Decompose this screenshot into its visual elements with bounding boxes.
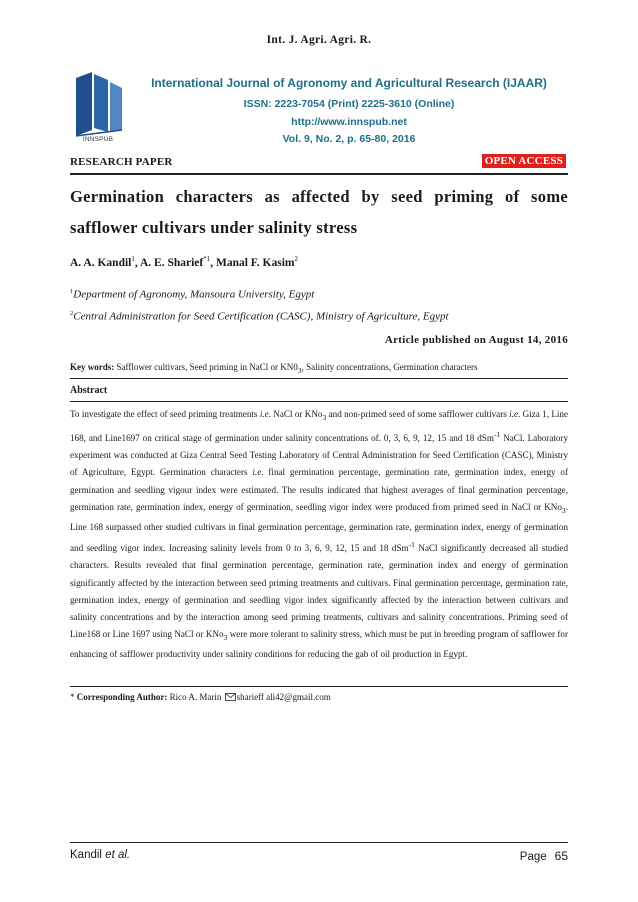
journal-url[interactable]: http://www.innspub.net xyxy=(291,116,407,128)
abstract-text: . final germination percentage, germination rate, germination index, energy of germination and seedling vigour index were estimated. The results indicated that highest averages of final germination percentage, germination rate, germination index, energy of germination, seedling vigor index were produced from primed seed in NaCl or KNo xyxy=(70,467,568,512)
abstract-superscript: -1 xyxy=(493,430,501,440)
page-number: 65 xyxy=(554,849,568,863)
abstract-text: To investigate the effect of seed priming treatments xyxy=(70,409,260,419)
corresponding-email[interactable]: sharieff ali42@gmail.com xyxy=(236,692,331,702)
abstract-text: were more tolerant to salinity stress, which must be put in breeding program of safflower for enhancing of safflower productivity under salinity conditions for reducing the gab of oil production in Egypt. xyxy=(70,629,568,660)
abstract-text: NaCl. Laboratory experiment was conducted at Giza Central Seed Testing Laboratory of Central Administration for Seed Certification (CASC), Ministry of Agriculture, Egypt. Germination characters xyxy=(70,433,568,478)
keywords-text: , Salinity concentrations, Germination characters xyxy=(301,362,478,372)
keywords-text: Safflower cultivars, Seed priming in NaCl or KN0 xyxy=(114,362,298,372)
journal-volume: Vol. 9, No. 2, p. 65-80, 2016 xyxy=(282,133,416,145)
affiliation-mark: 1 xyxy=(70,288,74,295)
author-mark: 2 xyxy=(294,255,298,263)
abstract-heading: Abstract xyxy=(70,385,108,396)
journal-issn: ISSN: 2223-7054 (Print) 2225-3610 (Online) xyxy=(243,98,455,110)
abstract-subscript: 3 xyxy=(561,505,566,515)
author-name: A. E. Sharief xyxy=(139,256,204,269)
abstract-rule xyxy=(70,401,568,402)
footer-rule xyxy=(70,842,568,843)
corresponding-author xyxy=(70,692,331,702)
author-list: A. A. Kandil$^1$, A. E. Sharief$^{*1}$, Manal F. Kasim$^2$ xyxy=(70,255,298,269)
footer-author-etal: et al. xyxy=(105,849,131,861)
affiliation xyxy=(70,288,314,301)
abstract-subscript: 3 xyxy=(223,632,228,642)
abstract-text: . Line 168 surpassed other studied cultivars in final germination percentage, germination rate, germination index, energy of germination and seedling vigor index. Increasing salinity levels from 0 to 3, 6, 9, 12, 15 and 18 dSm xyxy=(70,501,568,554)
affiliation-text: Department of Agronomy, Mansoura University, Egypt xyxy=(73,288,315,301)
abstract-end-rule xyxy=(70,686,568,687)
footer-page xyxy=(520,849,568,863)
footer-author-name: Kandil xyxy=(70,849,106,861)
abstract-text: i.e xyxy=(252,467,262,478)
abstract-text: . NaCl or KNo xyxy=(268,409,323,419)
corresponding-mark: * xyxy=(70,692,75,702)
affiliation xyxy=(70,310,449,323)
innspub-logo-icon xyxy=(70,70,126,146)
open-access-badge: OPEN ACCESS xyxy=(482,154,566,168)
footer-author xyxy=(70,849,130,861)
abstract-text: NaCl significantly decreased all studied characters. Results revealed that final germination percentage, germination rate, germination index and energy of germination significantly affected by the interaction between seed priming treatments and cultivars. Final germination percentage, germination rate, germination index, energy of germination and seedling vigor index significantly affected by the interaction between cultivars and salinity concentrations and by the interaction among seed priming treatments, cultivars and salinity concentrations. Priming seed of Line168 or Line 1697 using NaCl or KNo xyxy=(70,543,569,640)
running-head: Int. J. Agri. Agri. R. xyxy=(266,34,372,46)
author-name: A. A. Kandil xyxy=(70,256,132,269)
author-name: Manal F. Kasim xyxy=(215,256,295,269)
keywords xyxy=(70,362,568,375)
author-mark: 1 xyxy=(131,255,135,263)
corresponding-label: Corresponding Author: xyxy=(76,692,168,702)
paper-type: RESEARCH PAPER xyxy=(70,156,173,168)
logo-label: INNSPUB xyxy=(82,136,114,143)
abstract-text: i.e xyxy=(509,409,518,419)
article-title: Germination characters as affected by seed priming of some safflower cultivars under salinity stress xyxy=(70,187,568,237)
paper-type-row xyxy=(70,154,568,174)
mail-icon xyxy=(225,693,236,701)
abstract-body xyxy=(70,406,568,663)
header-rule xyxy=(70,173,568,175)
footer-page-label: Page xyxy=(519,851,547,863)
publication-date: Article published on August 14, 2016 xyxy=(384,334,568,346)
keywords-subscript: 3 xyxy=(297,365,302,375)
keywords-rule xyxy=(70,378,568,379)
abstract-superscript: -1 xyxy=(408,540,415,550)
affiliation-text: Central Administration for Seed Certification (CASC), Ministry of Agriculture, Egypt xyxy=(73,310,449,323)
abstract-text: and non-primed seed of some safflower cultivars xyxy=(326,409,510,419)
keywords-label: Key words: xyxy=(70,362,115,372)
abstract-text: i.e xyxy=(259,409,269,419)
abstract-text: . Giza 1, Line 168, and Line1697 on critical stage of germination under salinity concentrations of. 0, 3, 6, 9, 12, 15 and 18 dSm xyxy=(70,409,568,444)
journal-name: International Journal of Agronomy and Agricultural Research (IJAAR) xyxy=(151,76,547,90)
abstract-subscript: 3 xyxy=(322,412,327,422)
corresponding-name: Rico A. Marin xyxy=(167,692,224,702)
affiliation-mark: 2 xyxy=(70,310,74,317)
author-mark: *1 xyxy=(203,255,211,263)
